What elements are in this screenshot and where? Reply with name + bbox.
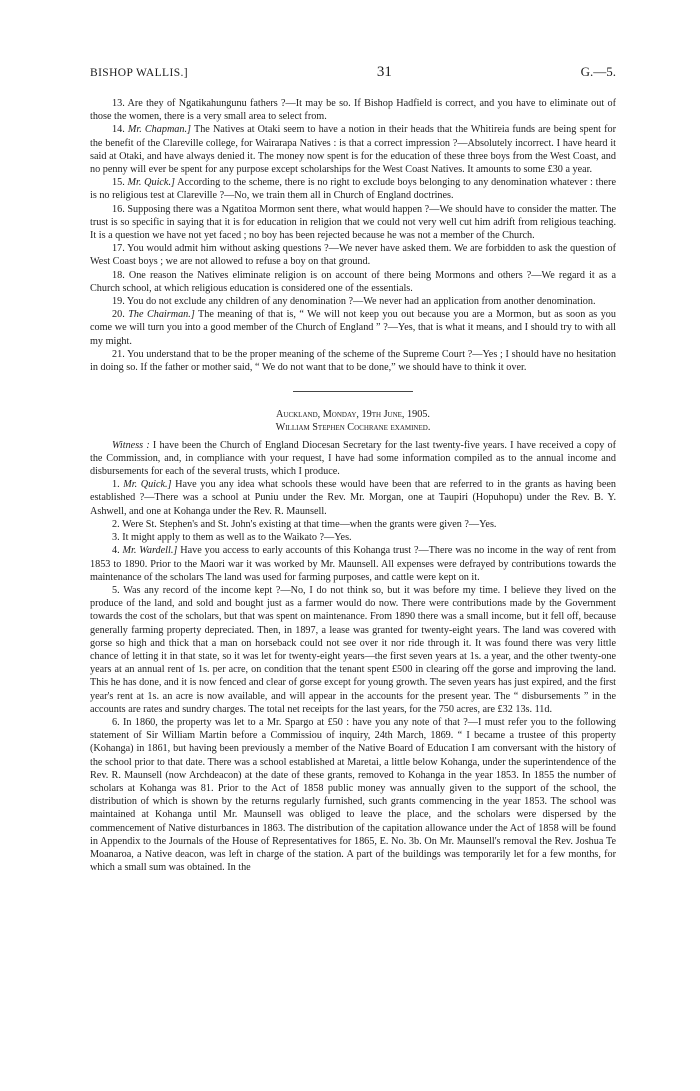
- question-number: 20.: [112, 309, 125, 321]
- paragraph: [90, 518, 616, 531]
- running-head-right: G.—5.: [580, 64, 616, 79]
- question-number: 15.: [112, 177, 125, 189]
- paragraph: [90, 97, 616, 123]
- testimony-section-top: [90, 97, 616, 374]
- paragraph: [90, 176, 616, 202]
- paragraph-text: 16. Supposing there was a Ngatitoa Mormon sent there, what would happen ?—We should have to consider the matter. The trust is so specific in saying that it is for education in religion that we could not very well cut him adrift from religious teaching. It is a question we have not yet faced ; no boy has been rejected because he was not a member of the Church.: [90, 203, 616, 242]
- question-number: 4.: [112, 545, 120, 557]
- speaker-name: Mr. Chapman.]: [127, 124, 192, 136]
- paragraph-text: Have you access to early accounts of this Kohanga trust ?—There was no income in the way of rent from 1853 to 1890. Prior to the Maori war it was worked by Mr. Maunsell. All expenses were defrayed by contributions towards the maintenance of the scholars The land was used for farming purposes, and cattle were kept on it.: [90, 545, 616, 583]
- paragraph-text: According to the scheme, there is no right to exclude boys belonging to any denomination whatever : there is no religious test at Clareville ?—No, we train them all in Church of England doctrines.: [90, 177, 616, 202]
- dateline: Auckland, Monday, 19th June, 1905.: [276, 409, 430, 421]
- question-number: 14.: [112, 124, 125, 136]
- speaker-name: Mr. Quick.]: [127, 177, 175, 189]
- section-divider: [293, 391, 413, 392]
- paragraph-text: 2. Were St. Stephen's and St. John's existing at that time—when the grants were given ?—Yes.: [112, 518, 497, 530]
- speaker-name: Mr. Quick.]: [123, 479, 172, 491]
- paragraph: [90, 123, 616, 176]
- paragraph-text: I have been the Church of England Diocesan Secretary for the last twenty-five years. I have received a copy of the Commission, and, in compliance with your request, I have had some information compiled as to the annual income and disbursements for each of the several trusts, which I produce.: [90, 439, 616, 478]
- speaker-name: Witness :: [112, 439, 150, 451]
- paragraph: [90, 544, 616, 584]
- question-number: 1.: [112, 479, 120, 491]
- paragraph: [90, 203, 616, 243]
- paragraph: [90, 308, 616, 348]
- paragraph: [90, 295, 616, 308]
- paragraph-text: The meaning of that is, “ We will not keep you out because you are a Mormon, but as soon as you come we will turn you into a good member of the Church of England ” ?—Yes, that is what it means, and I should try to with all my might.: [90, 309, 616, 347]
- paragraph: [90, 269, 616, 295]
- paragraph-text: Have you any idea what schools these would have been that are referred to in the grants as having been established ?—There was a school at Puniu under the Rev. Mr. Morgan, one at Taupiri (Hopuhopu) under the Rev. B. Y. Ashwell, and one at Kohanga under the Rev. R. Maunsell.: [90, 479, 616, 517]
- paragraph: [90, 531, 616, 544]
- paragraph-text: 19. You do not exclude any children of any denomination ?—We never had an application from another denomination.: [112, 296, 596, 308]
- paragraph-text: The Natives at Otaki seem to have a notion in their heads that the Whitireia funds are being spent for the benefit of the Clareville college, for Wairarapa Natives : is that a correct impression ?—Absolutely incorrect. I have heard it said at Otaki, and have always denied it. The money now spent is for the education of these three boys from the West Coast, and no penny will ever be spent for any purpose except scholarships for the West Coast Natives. It amounts to some £30 a year.: [90, 124, 617, 176]
- speaker-name: The Chairman.]: [128, 309, 195, 321]
- paragraph: [90, 348, 616, 374]
- speaker-name: Mr. Wardell.]: [122, 545, 178, 557]
- paragraph-text: 6. In 1860, the property was let to a Mr. Spargo at £50 : have you any note of that ?—I must refer you to the following statement of Sir William Martin before a Commissiou of inquiry, 24th March, 1869. “ I became a trustee of this property (Kohanga) in 1861, but having been previously a member of the Native Board of Education I am conversant with the history of the school prior to that date. There was a school established at Maretai, a little below Kohanga, under the superintendence of the Rev. R. Maunsell (now Archdeacon) at the date of these grants, removed to Kohanga in the year 1853. In 1855 the number of scholars at Kohanga was 81. Prior to the Act of 1858 public money was annually given to the support of the school, the distribution of which is shown by the returns regularly furnished, such grants commencing in the year 1853. The school was maintained at Kohanga until Mr. Maunsell was obliged to leave the place, and the scholars were dispersed by the commencement of Native disturbances in 1863. The distribution of the capitation allowance under the Act of 1858 will be found in Appendix to the Journals of the House of Representatives for 1865, E. No. 3b. On Mr. Maunsell's removal the Rev. Joshua Te Moanaroa, a Native deacon, was left in charge of the station. A part of the buildings was temporarily let for a few months, for which a small sum was obtained. In the: [90, 716, 616, 874]
- paragraph-text: 21. You understand that to be the proper meaning of the scheme of the Supreme Court ?—Yes ; I should have no hesitation in doing so. If the father or mother said, “ We do not want that to be done,” we should have to think it over.: [90, 348, 616, 374]
- paragraph-text: 5. Was any record of the income kept ?—No, I do not think so, but it was before my time. I believe they lived on the produce of the land, and sold and bought just as a farmer would do now. There were contributions made by the Government towards the cost of the scholars, but that was spent on maintenance. From 1890 there was a small income, but it fell off, because generally farming property depreciated. Then, in 1897, a lease was granted for twenty-eight years. The land was covered with gorse so high and thick that a man on horseback could not see over it nor ride through it. It was found there was very little chance of letting it in that state, so it was let for twenty-eight years—the first seven years at 1s. a year, and the other twenty-one years at an annual rent of 1s. per acre, on condition that the tenant spent £500 in clearing off the gorse and improving the land. This he has done, and it is now fenced and clear of gorse except for young growth. The seven years has just expired, and the first year's rent at 1s. an acre is now available, and will appear in the accounts for the present year. The “ disbursements ” in the accounts are rates and sundry charges. The total net receipts for the last years, for the 750 acres, are £32 13s. 11d.: [90, 584, 616, 715]
- paragraph: [90, 584, 616, 716]
- page-body: [90, 97, 616, 874]
- page-header: [90, 64, 616, 81]
- paragraph-text: 18. One reason the Natives eliminate religion is on account of there being Mormons and others ?—We regard it as a Church school, at which religious education is considered one of the essentials.: [90, 269, 616, 294]
- paragraph: [90, 478, 616, 518]
- testimony-section-bottom: [90, 439, 616, 875]
- witness-heading: William Stephen Cochrane examined.: [275, 422, 431, 434]
- paragraph-text: 3. It might apply to them as well as to the Waikato ?—Yes.: [112, 532, 352, 544]
- paragraph-text: 17. You would admit him without asking questions ?—We never have asked them. We are forbidden to ask the question of West Coast boys ; we are not allowed to refuse a boy on that ground.: [90, 243, 616, 268]
- running-head-left: BISHOP WALLIS.]: [90, 67, 189, 79]
- paragraph: [90, 439, 616, 479]
- paragraph: [90, 716, 616, 874]
- paragraph: [90, 242, 616, 268]
- page-number: 31: [376, 64, 392, 80]
- paragraph-text: 13. Are they of Ngatikahungunu fathers ?—It may be so. If Bishop Hadfield is correct, and you have to eliminate out of those the women, there is a very small area to select from.: [90, 98, 616, 123]
